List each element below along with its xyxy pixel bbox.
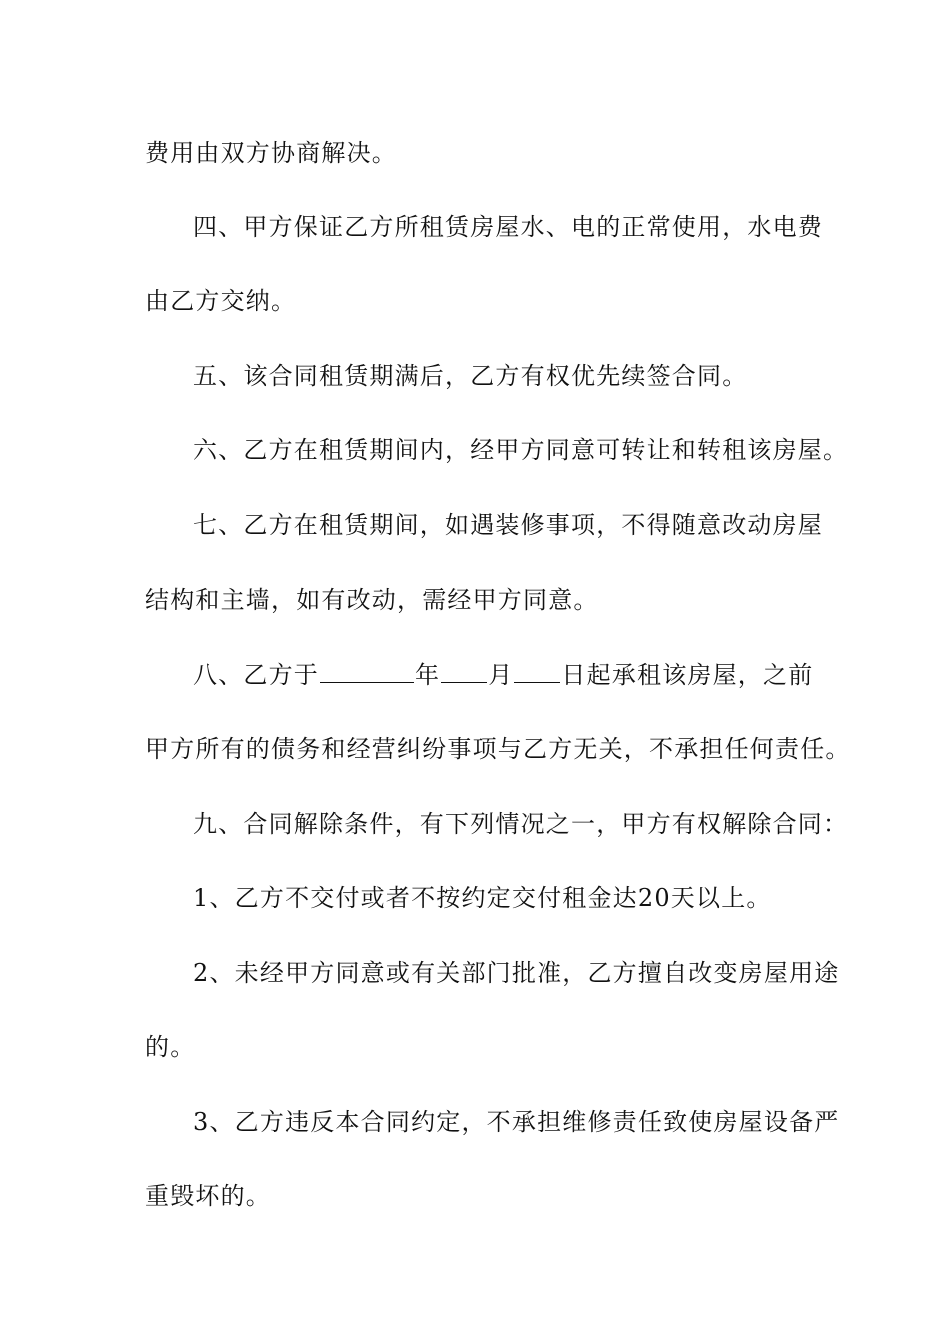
clause-8-suffix: 日起承租该房屋，之前 (561, 661, 814, 689)
text-line: 由乙方交纳。 (145, 287, 297, 315)
clause-8 (193, 658, 863, 691)
clause-7: 七、乙方在租赁期间，如遇装修事项，不得随意改动房屋 (193, 511, 823, 539)
item-2: 2、未经甲方同意或有关部门批准，乙方擅自改变房屋用途 (193, 959, 840, 987)
item-1: 1、乙方不交付或者不按约定交付租金达20天以上。 (193, 884, 772, 912)
text-line: 甲方所有的债务和经营纠纷事项与乙方无关，不承担任何责任。 (145, 735, 851, 763)
text-line: 结构和主墙，如有改动，需经甲方同意。 (145, 586, 599, 614)
text-line: 的。 (145, 1033, 196, 1061)
clause-9: 九、合同解除条件，有下列情况之一，甲方有权解除合同： (193, 810, 849, 838)
year-blank (320, 658, 414, 683)
day-blank (514, 658, 560, 683)
clause-5: 五、该合同租赁期满后，乙方有权优先续签合同。 (193, 362, 748, 390)
clause-4: 四、甲方保证乙方所租赁房屋水、电的正常使用，水电费 (193, 213, 823, 241)
text-line: 费用由双方协商解决。 (145, 139, 397, 167)
month-label: 月 (488, 661, 514, 689)
item-3: 3、乙方违反本合同约定，不承担维修责任致使房屋设备严 (193, 1108, 840, 1136)
clause-8-prefix: 八、乙方于 (193, 661, 319, 689)
text-line: 重毁坏的。 (145, 1182, 271, 1210)
clause-6: 六、乙方在租赁期间内，经甲方同意可转让和转租该房屋。 (193, 436, 849, 464)
year-label: 年 (415, 661, 441, 689)
month-blank (441, 658, 487, 683)
